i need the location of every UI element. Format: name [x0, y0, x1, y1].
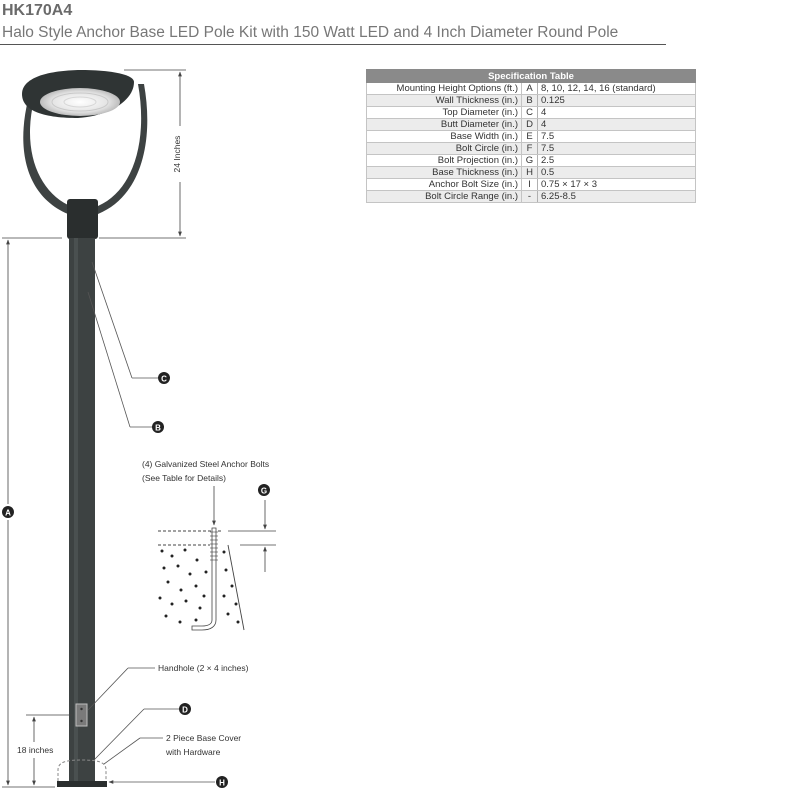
spec-label: Top Diameter (in.) [367, 107, 522, 119]
callout-handhole [88, 663, 249, 710]
handhole [76, 704, 87, 726]
spec-row [367, 143, 696, 155]
base-cover-leader [104, 738, 140, 764]
spec-code: B [522, 95, 538, 107]
marker-c-label: C [161, 374, 167, 384]
pole-shaft [69, 238, 95, 782]
marker-d-label: D [182, 705, 188, 715]
spec-row [367, 83, 696, 95]
handhole-screw-bottom [80, 720, 82, 722]
spec-label: Butt Diameter (in.) [367, 119, 522, 131]
spec-row [367, 167, 696, 179]
concrete-aggregate [159, 549, 240, 624]
spec-label: Bolt Circle (in.) [367, 143, 522, 155]
spec-value: 2.5 [538, 155, 696, 167]
spec-label: Mounting Height Options (ft.) [367, 83, 522, 95]
model-number: HK170A4 [2, 2, 73, 19]
spec-row [367, 131, 696, 143]
halo-fixture [22, 70, 147, 239]
base-cover-label-line2: with Hardware [166, 747, 221, 757]
pole [57, 238, 107, 787]
spec-value: 0.5 [538, 167, 696, 179]
anchor-bolt-detail [142, 459, 276, 630]
marker-g-label: G [260, 486, 268, 496]
spec-row [367, 191, 696, 203]
spec-label: Bolt Circle Range (in.) [367, 191, 522, 203]
spec-row [367, 95, 696, 107]
spec-code: H [522, 167, 538, 179]
handhole-screw-top [80, 708, 82, 710]
marker-a-label: A [5, 508, 11, 518]
marker-h-label: H [219, 778, 225, 788]
specification-table [366, 69, 696, 203]
fixture-collar [67, 199, 98, 239]
spec-code: E [522, 131, 538, 143]
spec-table-header-row [367, 70, 696, 83]
spec-value: 6.25-8.5 [538, 191, 696, 203]
spec-code: I [522, 179, 538, 191]
handhole-label: Handhole (2 × 4 inches) [158, 663, 249, 673]
spec-code: - [522, 191, 538, 203]
anchor-bolt [192, 528, 216, 630]
callout-c-leader [92, 262, 132, 378]
spec-value: 7.5 [538, 131, 696, 143]
callout-base-cover [104, 733, 241, 764]
spec-code: A [522, 83, 538, 95]
callout-d-leader [94, 709, 144, 760]
spec-value: 4 [538, 119, 696, 131]
spec-value: 8, 10, 12, 14, 16 (standard) [538, 83, 696, 95]
spec-label: Wall Thickness (in.) [367, 95, 522, 107]
anchor-bolts-label-line2: (See Table for Details) [142, 473, 226, 483]
base-plate [57, 781, 107, 787]
spec-code: D [522, 119, 538, 131]
mounting-height-dimension [2, 238, 62, 787]
spec-code: F [522, 143, 538, 155]
spec-row [367, 155, 696, 167]
marker-b-label: B [155, 423, 161, 433]
spec-label: Anchor Bolt Size (in.) [367, 179, 522, 191]
spec-code: C [522, 107, 538, 119]
spec-row [367, 119, 696, 131]
spec-value: 4 [538, 107, 696, 119]
anchor-bolts-label-line1: (4) Galvanized Steel Anchor Bolts [142, 459, 270, 469]
callout-wall-thickness [88, 292, 164, 433]
foundation-edge [228, 545, 244, 630]
spec-value: 7.5 [538, 143, 696, 155]
handhole-height-label: 18 inches [17, 745, 54, 755]
spec-label: Base Thickness (in.) [367, 167, 522, 179]
spec-row [367, 107, 696, 119]
spec-value: 0.125 [538, 95, 696, 107]
callout-top-diameter [92, 262, 170, 384]
callout-base-thickness [109, 776, 228, 788]
product-title: Halo Style Anchor Base LED Pole Kit with 150 Watt LED and 4 Inch Diameter Round Pole [2, 24, 619, 41]
spec-code: G [522, 155, 538, 167]
base-cover-label-line1: 2 Piece Base Cover [166, 733, 242, 743]
spec-value: 0.75 × 17 × 3 [538, 179, 696, 191]
spec-table-title: Specification Table [367, 70, 696, 83]
spec-row [367, 179, 696, 191]
handhole-height-dimension [17, 715, 72, 785]
spec-label: Base Width (in.) [367, 131, 522, 143]
fixture-height-label: 24 Inches [172, 135, 182, 173]
pole-highlight [74, 238, 78, 782]
spec-label: Bolt Projection (in.) [367, 155, 522, 167]
